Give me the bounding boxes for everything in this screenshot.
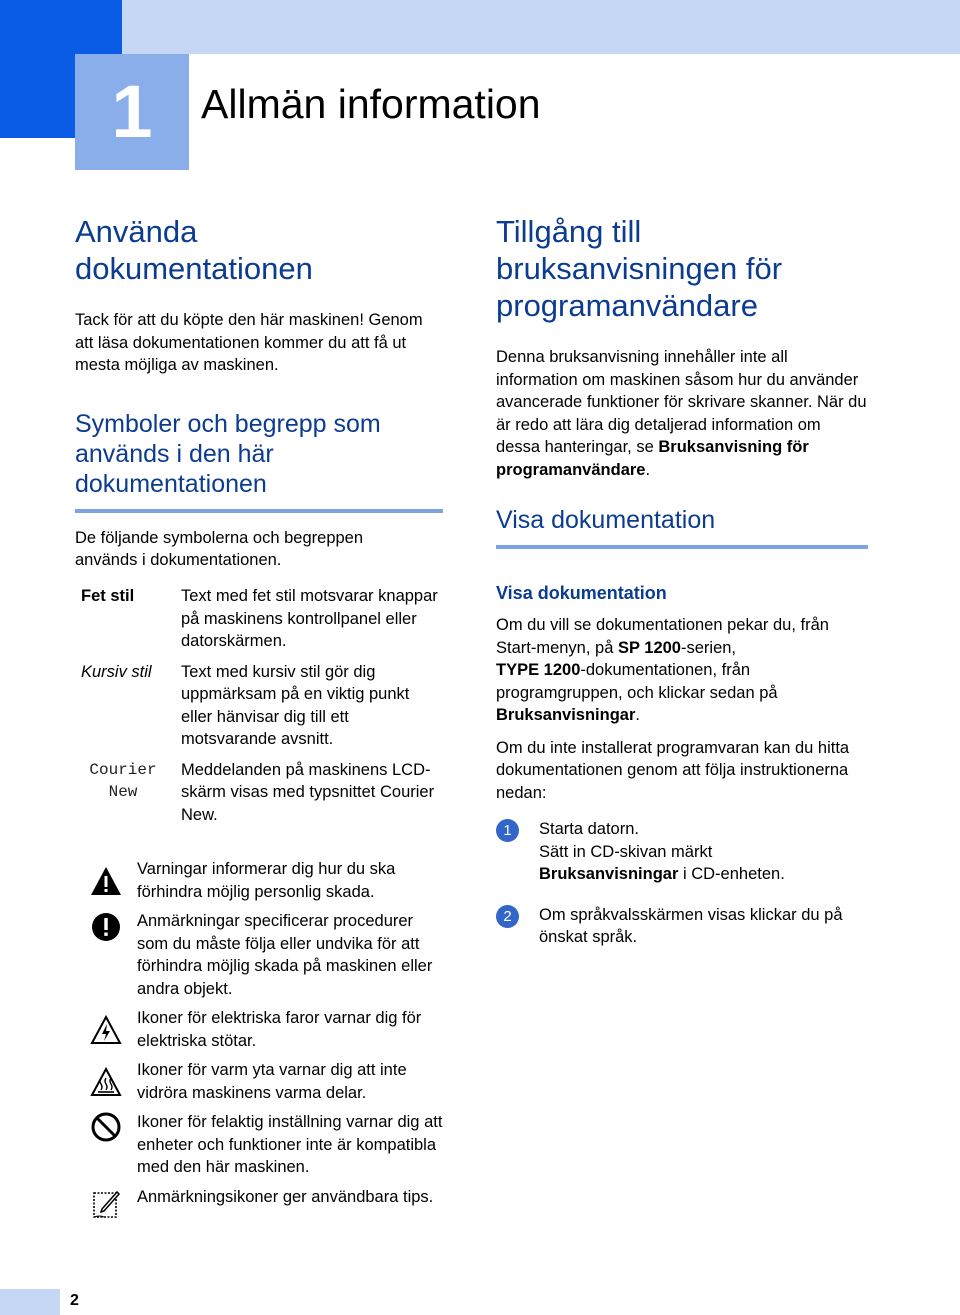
electrical-hazard-icon <box>75 1007 137 1052</box>
text: -dokumentationen, från programgruppen, och klickar sedan på <box>496 661 778 702</box>
intro-paragraph: Tack för att du köpte den här maskinen! Genom att läsa dokumentationen kommer du att få ut mesta möjliga av maskinen. <box>75 311 423 374</box>
section-heading: Tillgång till bruksanvisningen för programanvändare <box>496 214 783 323</box>
definition-row <box>75 759 445 827</box>
page-tab <box>0 1289 60 1315</box>
section-heading: Använda dokumentationen <box>75 214 313 286</box>
step-1 <box>496 818 868 886</box>
icon-description: Ikoner för elektriska faror varnar dig för elektriska stötar. <box>137 1009 422 1050</box>
icon-row <box>75 1111 445 1179</box>
intro-paragraph <box>496 346 868 481</box>
chapter-number: 1 <box>75 54 191 170</box>
view-docs-subheading: Visa dokumentation <box>496 583 667 603</box>
text: Sätt in CD-skivan märkt <box>539 842 713 861</box>
step-2 <box>496 904 868 949</box>
step-number: 1 <box>496 819 519 842</box>
definitions-list <box>75 585 445 834</box>
view-docs-heading: Visa dokumentation <box>496 506 716 534</box>
icon-legend <box>75 858 445 1227</box>
heading-rule <box>496 545 868 549</box>
step-line: Starta datorn. <box>539 820 639 838</box>
icon-description: Ikoner för felaktig inställning varnar dig att enheter och funktioner inte är kompatibla med den här maskinen. <box>137 1113 443 1176</box>
step-line <box>539 841 785 886</box>
symbols-heading: Symboler och begrepp som används i den här dokumentationen <box>75 409 381 498</box>
note-icon <box>75 1186 137 1220</box>
term-bold: Fet stil <box>81 587 135 605</box>
text: -serien, <box>681 638 737 657</box>
heading-rule <box>75 509 443 513</box>
definition-text: Text med kursiv stil gör dig uppmärksam på en viktig punkt eller hänvisar dig till ett motsvarande avsnitt. <box>181 662 410 748</box>
symbols-intro: De följande symbolerna och begreppen används i dokumentationen. <box>75 528 364 569</box>
definition-text: Text med fet stil motsvarar knappar på maskinens kontrollpanel eller datorskärmen. <box>181 587 438 650</box>
warning-triangle-icon <box>75 858 137 903</box>
caution-circle-icon <box>75 910 137 1000</box>
text: Om du vill se dokumentationen pekar du, från Start-menyn, på <box>496 616 829 657</box>
prohibited-icon <box>75 1111 137 1179</box>
definition-row <box>75 661 445 751</box>
page-number: 2 <box>70 1292 79 1309</box>
icon-row <box>75 1059 445 1104</box>
header-band-light <box>122 0 960 54</box>
icon-description: Anmärkningsikoner ger användbara tips. <box>137 1187 434 1206</box>
icon-description: Varningar informerar dig hur du ska förhindra möjlig personlig skada. <box>137 860 396 901</box>
intro-text: Denna bruksanvisning innehåller inte all information om maskinen såsom hur du använder avancerade funktioner för skrivare skanner. När du är redo att lära dig detaljerad information om dessa hanteringar, se <box>496 348 867 456</box>
text: i CD-enheten. <box>678 865 785 883</box>
step-text: Om språkvalsskärmen visas klickar du på önskat språk. <box>539 905 843 946</box>
icon-row <box>75 1186 445 1220</box>
disc-name: Bruksanvisningar <box>539 865 679 883</box>
intro-end: . <box>645 460 651 479</box>
left-column <box>75 213 445 572</box>
right-column <box>496 213 868 949</box>
type-name: TYPE 1200 <box>496 661 581 679</box>
icon-row <box>75 910 445 1000</box>
install-note-paragraph: Om du inte installerat programvaran kan du hitta dokumentationen genom att följa instruktionerna nedan: <box>496 738 850 802</box>
chapter-title: Allmän information <box>201 81 541 127</box>
term-italic: Kursiv stil <box>81 662 152 681</box>
icon-description: Anmärkningar specificerar procedurer som du måste följa eller undvika för att förhindra möjlig skada på maskinen eller andra objekt. <box>137 912 433 998</box>
term-courier: Courier New <box>89 760 157 801</box>
icon-description: Ikoner för varm yta varnar dig att inte vidröra maskinens varma delar. <box>137 1061 407 1102</box>
menu-item: Bruksanvisningar <box>496 706 636 724</box>
manual-reference: Bruksanvisning för programanvändare <box>496 438 809 479</box>
step-text <box>539 818 785 886</box>
step-number: 2 <box>496 905 519 928</box>
hot-surface-icon <box>75 1059 137 1104</box>
series-name: SP 1200 <box>617 638 681 657</box>
icon-row <box>75 1007 445 1052</box>
definition-text: Meddelanden på maskinens LCD-skärm visas med typsnittet Courier New. <box>181 760 435 824</box>
icon-row <box>75 858 445 903</box>
definition-row <box>75 585 445 653</box>
view-docs-paragraph <box>496 614 868 727</box>
text: . <box>635 706 640 724</box>
